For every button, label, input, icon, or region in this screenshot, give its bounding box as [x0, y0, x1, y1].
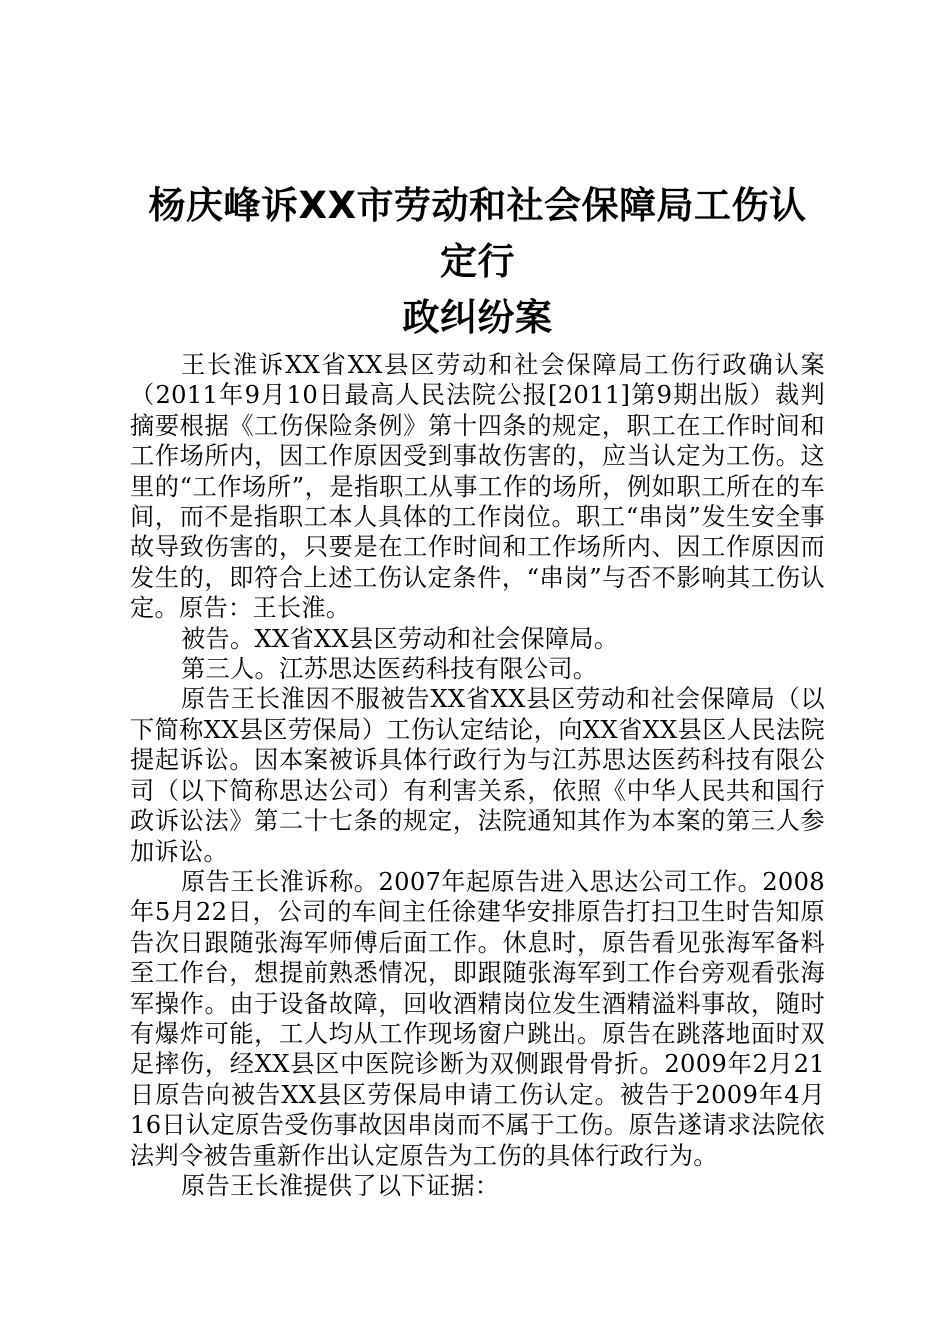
- paragraph-lawsuit-background: 原告王长淮因不服被告XX省XX县区劳动和社会保障局（以下简称XX县区劳保局）工伤认定结论，向XX省XX县区人民法院提起诉讼。因本案被诉具体行政行为与江苏思达医药科技有限公司（以下简称思达公司）有利害关系，依照《中华人民共和国行政诉讼法》第二十七条的规定，法院通知其作为本案的第三人参加诉讼。: [130, 685, 825, 866]
- title-line-1: 杨庆峰诉XX市劳动和社会保障局工伤认定行: [148, 184, 807, 283]
- paragraph-defendant: 被告。XX省XX县区劳动和社会保障局。: [181, 624, 619, 653]
- title-line-2: 政纠纷案: [402, 296, 553, 339]
- paragraph-evidence-intro: 原告王长淮提供了以下证据：: [181, 1171, 500, 1200]
- paragraph-plaintiff-claim: 原告王长淮诉称。2007年起原告进入思达公司工作。2008年5月22日，公司的车间主任徐建华安排原告打扫卫生时告知原告次日跟随张海军师傅后面工作。休息时，原告看见张海军备料至工作台，想提前熟悉情况，即跟随张海军到工作台旁观看张海军操作。由于设备故障，回收酒精岗位发生酒精溢料事故，随时有爆炸可能，工人均从工作现场窗户跳出。原告在跳落地面时双足摔伤，经XX县区中医院诊断为双侧跟骨骨折。2009年2月21日原告向被告XX县区劳保局申请工伤认定。被告于2009年4月16日认定原告受伤事故因串岗而不属于工伤。原告遂请求法院依法判令被告重新作出认定原告为工伤的具体行政行为。: [130, 867, 825, 1170]
- document-page: [130, 178, 825, 1201]
- document-title: [130, 178, 825, 346]
- paragraph-third-party: 第三人。江苏思达医药科技有限公司。: [181, 655, 598, 684]
- paragraph-case-summary: 王长淮诉XX省XX县区劳动和社会保障局工伤行政确认案（2011年9月10日最高人民法院公报[2011]第9期出版）裁判摘要根据《工伤保险条例》第十四条的规定，职工在工作时间和工作场所内，因工作原因受到事故伤害的，应当认定为工伤。这里的“工作场所”，是指职工从事工作的场所，例如职工所在的车间，而不是指职工本人具体的工作岗位。职工“串岗”发生安全事故导致伤害的，只要是在工作时间和工作场所内、因工作原因而发生的，即符合上述工伤认定条件，“串岗”与否不影响其工伤认定。原告：王长淮。: [130, 351, 825, 623]
